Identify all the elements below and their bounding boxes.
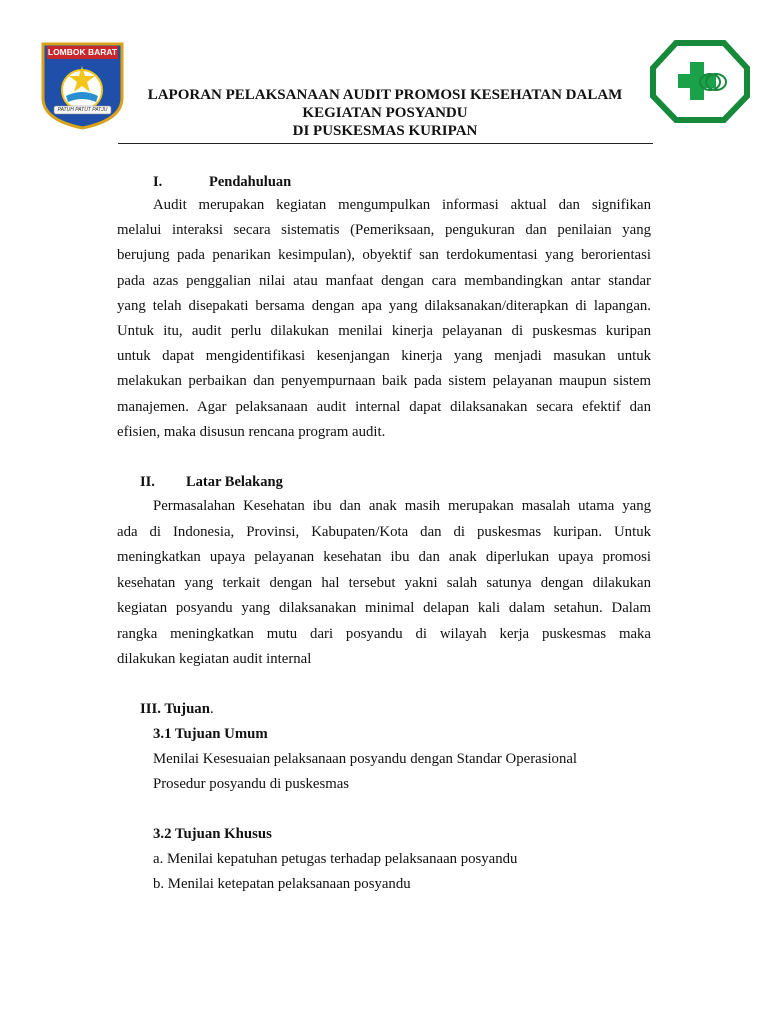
subsection-3-1-heading: 3.1 Tujuan Umum bbox=[153, 726, 268, 742]
section-3-heading bbox=[140, 697, 214, 722]
logo-ribbon-text: PATUH PATUT PATJU bbox=[57, 107, 108, 113]
section-3-heading-tail: . bbox=[209, 701, 214, 717]
logo-banner-text: LOMBOK BARAT bbox=[47, 47, 118, 57]
paragraph-line: untuk dapat mengidentifikasi kesenjangan kinerja yang menjadi masukan untuk bbox=[117, 348, 651, 365]
paragraph-line: manajemen. Agar pelaksanaan audit internal dapat dilaksanakan secara efektif dan bbox=[117, 398, 651, 415]
section-1-heading: Pendahuluan bbox=[209, 174, 292, 190]
paragraph-line: melalui interaksi secara sistematis (Pemeriksaan, pengukuran dan penilaian yang bbox=[117, 222, 651, 239]
title-line-1: LAPORAN PELAKSANAAN AUDIT PROMOSI KESEHATAN DALAM bbox=[147, 87, 623, 103]
section-2-number: II. bbox=[140, 474, 155, 490]
paragraph-line: yang telah disepakati bersama dengan apa yang dilaksanakan/diterapkan di lapangan. bbox=[117, 297, 651, 314]
section-1-number: I. bbox=[153, 174, 163, 190]
title-line-2: KEGIATAN POSYANDU bbox=[302, 105, 468, 121]
puskesmas-logo bbox=[646, 38, 754, 124]
paragraph-line: Permasalahan Kesehatan ibu dan anak masih merupakan masalah utama yang bbox=[153, 498, 651, 514]
subsection-3-2-heading: 3.2 Tujuan Khusus bbox=[153, 826, 272, 842]
paragraph-line: melakukan perbaikan dan penyempurnaan baik pada sistem pelayanan maupun sistem bbox=[117, 373, 651, 390]
paragraph-line: rangka meningkatkan mutu dari posyandu di wilayah kerja puskesmas maka bbox=[117, 625, 651, 642]
paragraph-line: berujung pada penarikan kesimpulan), obyektif san terdokumentasi yang berorientasi bbox=[117, 247, 651, 264]
paragraph-line: meningkatkan upaya pelayanan kesehatan ibu dan anak diperlukan upaya promosi bbox=[117, 549, 651, 565]
paragraph-line: efisien, maka disusun rencana program audit. bbox=[117, 423, 386, 440]
subsection-3-1-line: Prosedur posyandu di puskesmas bbox=[153, 776, 350, 792]
document-title bbox=[120, 86, 650, 140]
paragraph-line: ada di Indonesia, Provinsi, Kabupaten/Kota dan di puskesmas kuripan. Untuk bbox=[117, 523, 651, 540]
paragraph-line: kesehatan yang terkait dengan hal tersebut yakni salah satunya dengan dilakukan bbox=[117, 574, 651, 591]
paragraph-line: pada azas penggalian nilai atau manfaat dengan cara membandingkan antar standar bbox=[117, 272, 651, 289]
list-item: b. Menilai ketepatan pelaksanaan posyandu bbox=[153, 876, 411, 892]
paragraph-line: kegiatan posyandu yang dilaksanakan minimal delapan kali dalam setahun. Dalam bbox=[117, 600, 651, 616]
lombok-barat-logo bbox=[40, 40, 125, 130]
section-2-paragraph bbox=[117, 494, 651, 673]
list-item: a. Menilai kepatuhan petugas terhadap pelaksanaan posyandu bbox=[153, 851, 518, 867]
paragraph-line: dilakukan kegiatan audit internal bbox=[117, 651, 312, 667]
paragraph-line: Audit merupakan kegiatan mengumpulkan informasi aktual dan signifikan bbox=[153, 197, 651, 213]
subsection-3-1-line: Menilai Kesesuaian pelaksanaan posyandu dengan Standar Operasional bbox=[153, 751, 578, 767]
section-3-heading-text: III. Tujuan bbox=[140, 701, 210, 717]
title-line-3: DI PUSKESMAS KURIPAN bbox=[292, 123, 478, 139]
section-1-paragraph bbox=[117, 193, 651, 445]
paragraph-line: Untuk itu, audit perlu dilakukan menilai kinerja pelayanan di puskesmas kuripan bbox=[117, 322, 651, 339]
header-divider bbox=[118, 143, 653, 144]
section-2-heading: Latar Belakang bbox=[186, 474, 283, 490]
